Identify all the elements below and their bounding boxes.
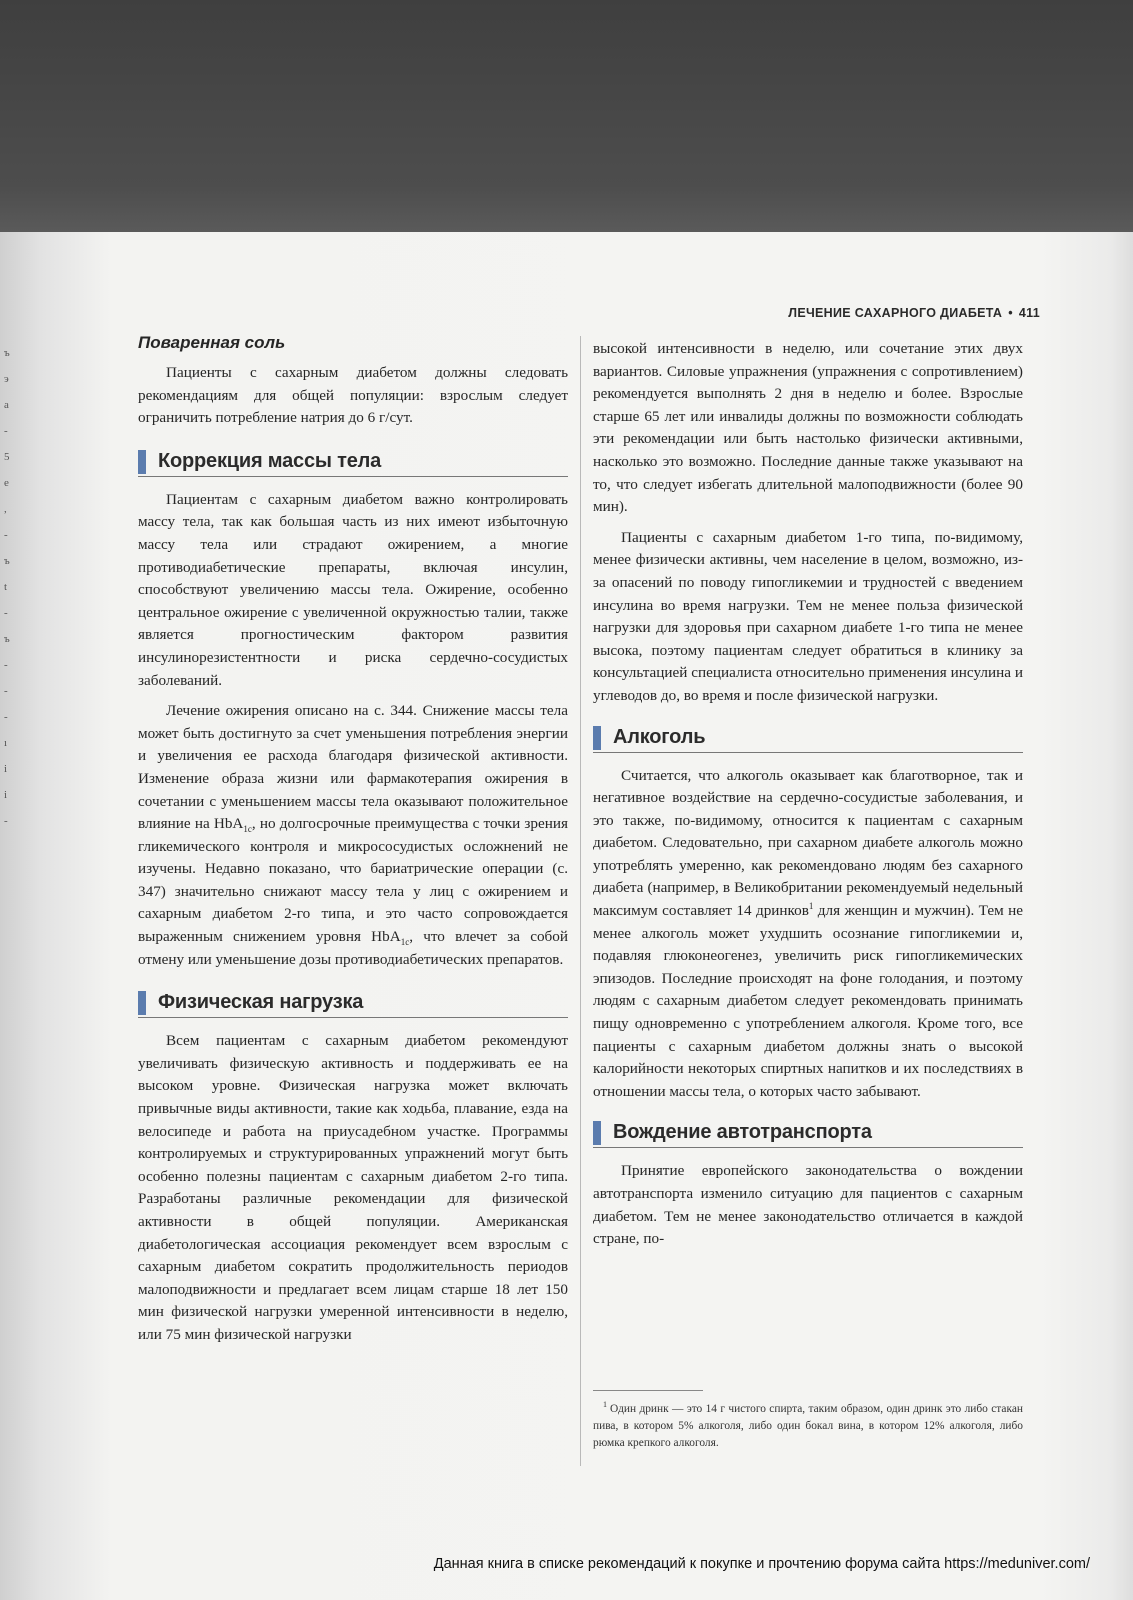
- hba1c-subscript: 1c: [400, 937, 410, 948]
- edge-mark: а: [4, 399, 9, 411]
- edge-mark: -: [4, 815, 8, 827]
- heading-accent-bar: [593, 1121, 601, 1145]
- footnote-mark: 1: [603, 1400, 607, 1409]
- paragraph-weight-2-part-b: , но долгосрочные преимущества с точки зрения гликемического контроля и микрососудистых осложнений не изучены. Недавно показано, что бариатрические операции (с. 347) значительно снижают массу тела у лиц с ожирением и сахарным диабетом 2-го типа, и это часто сопровождается выраженным снижением уровня HbA: [138, 815, 568, 946]
- edge-mark: 5: [4, 451, 10, 463]
- section-heading-exercise: [138, 989, 568, 1018]
- paragraph-salt: Пациенты с сахарным диабетом должны следовать рекомендациям для общей популяции: взрослым следует ограничить потребление натрия до 6 г/сут.: [138, 364, 568, 427]
- footnote-text: Один дринк — это 14 г чистого спирта, таким образом, один дринк это либо стакан пива, в котором 5% алкоголя, либо один бокал вина, в котором 12% алкоголя, либо рюмка крепкого алкоголя.: [593, 1402, 1023, 1449]
- paragraph-exercise-continued: высокой интенсивности в неделю, или сочетание этих двух вариантов. Силовые упражнения (упражнения с сопротивлением) рекомендуется выполнять 2 дня в неделю и более. Взрослые старше 65 лет или инвалиды должны по возможности соблюдать эти рекомендации или быть настолько физически активными, насколько это возможно. Последние данные также указывают на то, что следует избегать длительной малоподвижности (более 90 мин).: [593, 340, 1023, 516]
- edge-mark: -: [4, 685, 8, 697]
- watermark-text[interactable]: Данная книга в списке рекомендаций к покупке и прочтению форума сайта https://meduniver.com/: [433, 1556, 1090, 1572]
- previous-page-edge-marks: [4, 340, 16, 860]
- edge-mark: е: [4, 477, 9, 489]
- paragraph-weight-1: Пациентам с сахарным диабетом важно контролировать массу тела, так как большая часть из них имеют избыточную массу тела или страдают ожирением, а многие противодиабетические препараты, включая инсулин, способствуют увеличению массы тела. Ожирение, особенно центральное ожирение с увеличенной окружностью талии, также является прогностическим фактором развития инсулинорезистентности и риска сердечно-сосудистых заболеваний.: [138, 490, 568, 689]
- running-head-title: ЛЕЧЕНИЕ САХАРНОГО ДИАБЕТА: [788, 306, 1003, 320]
- edge-mark: -: [4, 607, 8, 619]
- edge-mark: -: [4, 425, 8, 437]
- edge-mark: ı: [4, 737, 8, 749]
- footnote: [593, 1396, 1023, 1452]
- heading-accent-bar: [138, 450, 146, 474]
- paragraph-driving: Принятие европейского законодательства о вождении автотранспорта изменило ситуацию для пациентов с сахарным диабетом. Тем не менее законодательство отличается в каждой стране, по-: [593, 1162, 1023, 1248]
- paragraph-alcohol: [593, 765, 1023, 1104]
- section-heading-weight: [138, 448, 568, 477]
- edge-mark: ъ: [4, 347, 10, 359]
- edge-mark: -: [4, 711, 8, 723]
- section-heading-alcohol: [593, 724, 1023, 753]
- edge-mark: ,: [4, 503, 7, 515]
- hba1c-subscript: 1c: [243, 824, 252, 835]
- section-heading-driving-text: Вождение автотранспорта: [613, 1121, 872, 1144]
- heading-accent-bar: [138, 991, 146, 1015]
- left-column: [138, 332, 568, 1347]
- page-number: 411: [1018, 306, 1040, 320]
- scan-dark-band: [0, 0, 1133, 232]
- edge-mark: э: [4, 373, 9, 385]
- paragraph-exercise-type1: Пациенты с сахарным диабетом 1-го типа, по-видимому, менее физически активны, чем население в целом, возможно, из-за опасений по поводу гипогликемии и трудностей с введением инсулина во время нагрузки. Тем не менее польза физической нагрузки для здоровья при сахарном диабете 1-го типа не менее высока, поэтому пациентам следует обратиться в клинику за консультацией специалиста относительно применения инсулина и углеводов до, во время и после физической нагрузки.: [593, 528, 1023, 704]
- edge-mark: -: [4, 529, 8, 541]
- running-head-separator: •: [1008, 306, 1013, 320]
- section-heading-salt: Поваренная соль: [138, 333, 286, 352]
- paragraph-weight-2: [138, 700, 568, 971]
- footnote-rule: [593, 1390, 703, 1391]
- paragraph-alcohol-part-a: Считается, что алкоголь оказывает как благотворное, так и негативное воздействие на сердечно-сосудистые заболевания, и это также, по-видимому, относится к пациентам с сахарным диабетом. Следовательно, при сахарном диабете алкоголь можно употреблять умеренно, как рекомендовано людям без сахарного диабета (например, в Великобритании рекомендуемый недельный максимум составляет 14 дринков: [593, 766, 1023, 920]
- section-heading-exercise-text: Физическая нагрузка: [158, 991, 364, 1014]
- section-heading-driving: [593, 1119, 1023, 1148]
- paragraph-exercise-1: Всем пациентам с сахарным диабетом рекомендуют увеличивать физическую активность и поддерживать ее на высоком уровне. Физическая нагрузка может включать привычные виды активности, такие как ходьба, плавание, езда на велосипеде и работа на приусадебном участке. Программы контролируемых и структурированных упражнений могут быть особенно полезны пациентам с сахарным диабетом 2-го типа. Разработаны различные рекомендации для физической активности в общей популяции. Американская диабетологическая ассоциация рекомендует всем взрослым с сахарным диабетом сократить продолжительность периодов малоподвижности и предлагает всем лицам старше 18 лет 150 мин физической нагрузки умеренной интенсивности в неделю, или 75 мин физической нагрузки: [138, 1032, 568, 1343]
- edge-mark: і: [4, 763, 8, 775]
- edge-mark: ъ: [4, 633, 10, 645]
- edge-mark: і: [4, 789, 8, 801]
- footnote-reference: 1: [808, 901, 814, 911]
- paragraph-weight-2-part-c: , что влечет за собой отмену или уменьшение дозы противодиабетических препаратов.: [138, 928, 568, 968]
- section-heading-weight-text: Коррекция массы тела: [158, 449, 382, 472]
- paragraph-alcohol-part-b: для женщин и мужчин). Тем не менее алкоголь может ухудшить осознание гипогликемии и, подавляя глюконеогенез, увеличить риск гипогликемических эпизодов. Последние происходят на фоне голодания, и поэтому людям с сахарным диабетом следует рекомендовать принимать пищу одновременно с употреблением алкоголя. Кроме того, все пациенты с сахарным диабетом должны знать о высокой калорийности некоторых спиртных напитков и их последствиях в отношении массы тела, о которых часто забывают.: [593, 902, 1023, 1100]
- edge-mark: -: [4, 659, 8, 671]
- edge-mark: t: [4, 581, 8, 593]
- running-head: [700, 306, 1040, 320]
- section-heading-alcohol-text: Алкоголь: [613, 725, 706, 748]
- edge-mark: ъ: [4, 555, 10, 567]
- right-column: [593, 338, 1023, 1251]
- paragraph-weight-2-part-a: Лечение ожирения описано на с. 344. Снижение массы тела может быть достигнуто за счет уменьшения потребления энергии и увеличения ее расхода благодаря физической активности. Изменение образа жизни или фармакотерапия ожирения в сочетании с уменьшением массы тела оказывают положительное влияние на HbA: [138, 702, 568, 833]
- column-divider: [580, 336, 581, 1466]
- heading-accent-bar: [593, 726, 601, 750]
